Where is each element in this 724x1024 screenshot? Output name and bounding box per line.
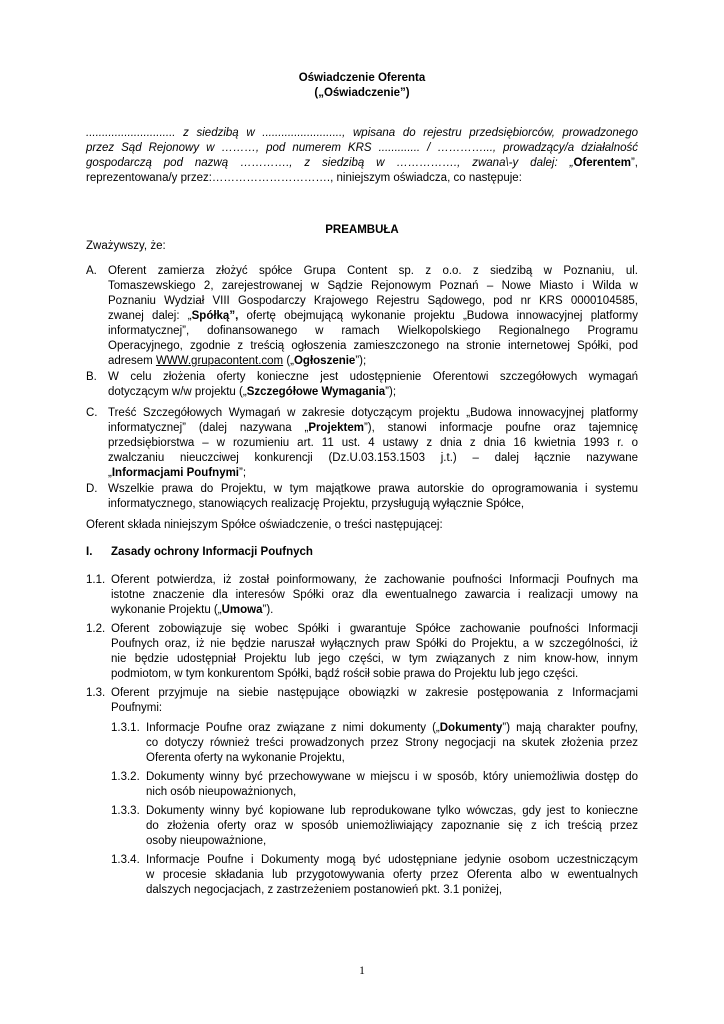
clause-1-1-label: 1.1. xyxy=(86,574,106,586)
item-b-line-2: dotyczącym w/w projektu („Szczegółowe Wymagania”); xyxy=(108,386,397,398)
subclause-1-3-2-line-2: nich osób nieupoważnionych, xyxy=(146,786,297,798)
item-a-line-7: adresem WWW.grupacontent.com („Ogłoszenie”); xyxy=(108,355,367,367)
subclause-1-3-4-line-3: dalszych negocjacjach, z zastrzeżeniem postanowień pkt. 3.1 poniżej, xyxy=(146,884,503,896)
page-number: 1 xyxy=(359,965,365,977)
item-c-line-5: „Informacjami Poufnymi”; xyxy=(108,467,247,479)
clause-1-2-line-3: nie będzie udostępniał Projektu lub jego części, w tym związanych z nim know-how, innym xyxy=(111,653,638,665)
intro-line-3: gospodarczą pod nazwą …………., z siedzibą w ……………., zwana\-y dalej: „Oferentem”, xyxy=(86,157,638,169)
item-b-line-1: W celu złożenia oferty konieczne jest udostępnienie Oferentowi szczegółowych wymagań xyxy=(108,371,638,383)
item-b-label: B. xyxy=(86,371,97,383)
clause-1-1-line-3: wykonanie Projektu („Umowa”). xyxy=(111,604,274,616)
document-subtitle: („Oświadczenie”) xyxy=(314,87,410,99)
subclause-1-3-3-line-2: do złożenia oferty oraz w sposób uniemożliwiający zapoznanie się z ich treścią przez xyxy=(146,820,638,832)
subclause-1-3-3-line-3: osoby nieupoważnione, xyxy=(146,835,267,847)
subclause-1-3-1-line-1: Informacje Poufne oraz związane z nimi dokumenty („Dokumenty”) mają charakter poufny, xyxy=(146,722,638,734)
clause-1-1-line-1: Oferent potwierdza, iż został poinformowany, że zachowanie poufności Informacji Poufnych ma xyxy=(111,574,638,586)
item-a-line-1: Oferent zamierza złożyć spółce Grupa Content sp. z o.o. z siedzibą w Poznaniu, ul. xyxy=(108,265,638,277)
item-d-line-2: informatycznego, stanowiących realizację Projektu, przysługują wyłącznie Spółce, xyxy=(108,498,525,510)
item-c-line-3: przedsiębiorstwa – w rozumieniu art. 11 ust. 4 ustawy z dnia z dnia 16 kwietnia 1993 r. o xyxy=(108,437,638,449)
item-a-line-6: Operacyjnego, zgodnie z treścią ogłoszenia zamieszczonego na stronie internetowej Spółki, pod xyxy=(108,340,638,352)
item-a-line-3: Poznaniu Wydział VIII Gospodarczy Krajowego Rejestru Sądowego, pod nr KRS 0000104585, xyxy=(108,295,638,307)
grupacontent-link[interactable]: WWW.grupacontent.com xyxy=(155,355,284,367)
item-a-line-2: Tomaszewskiego 2, zarejestrowanej w Sądzie Rejonowym Poznań – Nowe Miasto i Wilda w xyxy=(108,280,638,292)
clause-1-2-line-2: Poufnych oraz, iż nie będzie naruszał wyłącznych praw Spółki do Projektu, a w szczególności, iż xyxy=(111,638,638,650)
item-d-label: D. xyxy=(86,483,98,495)
subclause-1-3-1-line-3: Oferenta oferty na wykonanie Projektu, xyxy=(146,752,345,764)
subclause-1-3-4-label: 1.3.4. xyxy=(111,854,140,866)
subclause-1-3-3-label: 1.3.3. xyxy=(111,805,140,817)
declaration-text: Oferent składa niniejszym Spółce oświadczenie, o treści następującej: xyxy=(86,519,443,531)
item-c-line-4: zwalczaniu nieuczciwej konkurencji (Dz.U.03.153.1503 j.t.) – dalej łącznie nazywane xyxy=(108,452,638,464)
item-c-label: C. xyxy=(86,407,98,419)
clause-1-3-label: 1.3. xyxy=(86,687,106,699)
item-a-line-4: zwanej dalej: „Spółką”, ofertę obejmującą wykonanie projektu „Budowa innowacyjnej platformy xyxy=(108,310,638,322)
preamble-heading: PREAMBUŁA xyxy=(325,224,399,236)
section-title: Zasady ochrony Informacji Poufnych xyxy=(111,546,313,558)
intro-line-2: przez Sąd Rejonowy w ………, pod numerem KRS ............. / …………..., prowadzący/a działalność xyxy=(86,142,638,154)
subclause-1-3-4-line-2: w procesie składania lub przygotowywania oferty przez Oferenta albo w ewentualnych xyxy=(146,869,638,881)
clause-1-1-line-2: istotne znaczenie dla interesów Spółki oraz dla ewentualnego zawarcia i realizacji umowy na xyxy=(111,589,638,601)
subclause-1-3-4-line-1: Informacje Poufne i Dokumenty mogą być udostępniane jedynie osobom uczestniczącym xyxy=(146,854,638,866)
item-a-line-5: informatycznej”, dofinansowanego w ramach Wielkopolskiego Regionalnego Programu xyxy=(108,325,638,337)
document-title: Oświadczenie Oferenta xyxy=(298,72,426,84)
subclause-1-3-2-line-1: Dokumenty winny być przechowywane w miejscu i w sposób, który uniemożliwia dostęp do xyxy=(146,771,638,783)
subclause-1-3-1-label: 1.3.1. xyxy=(111,722,140,734)
clause-1-2-label: 1.2. xyxy=(86,623,106,635)
intro-line-4: reprezentowana/y przez:…………………………., niniejszym oświadcza, co następuje: xyxy=(86,172,522,184)
clause-1-3-line-2: Poufnymi: xyxy=(111,702,163,714)
item-c-line-1: Treść Szczegółowych Wymagań w zakresie dotyczącym projektu „Budowa innowacyjnej platformy xyxy=(108,407,638,419)
item-a-label: A. xyxy=(86,265,97,277)
section-number: I. xyxy=(86,546,93,558)
intro-line-1: ............................ z siedzibą w ........................., wpisana do rejestru przedsiębiorców, prowadzonego xyxy=(86,127,638,139)
subclause-1-3-2-label: 1.3.2. xyxy=(111,771,140,783)
subclause-1-3-1-line-2: co dotyczy również treści prowadzonych przez Strony negocjacji na skutek złożenia przez xyxy=(146,737,638,749)
clause-1-2-line-4: podmiotom, w tym konkurentom Spółki, bądź rościł sobie prawa do Projektu lub jego części. xyxy=(111,668,579,680)
whereas-text: Zważywszy, że: xyxy=(86,240,166,252)
clause-1-3-line-1: Oferent przyjmuje na siebie następujące obowiązki w zakresie postępowania z Informacjami xyxy=(111,687,638,699)
item-c-line-2: informatycznej” (dalej nazywana „Projektem”), stanowi informacje poufne oraz tajemnicę xyxy=(108,422,638,434)
subclause-1-3-3-line-1: Dokumenty winny być kopiowane lub reprodukowane tylko wówczas, gdy jest to konieczne xyxy=(146,805,638,817)
clause-1-2-line-1: Oferent zobowiązuje się wobec Spółki i gwarantuje Spółce zachowanie poufności Informacji xyxy=(111,623,638,635)
item-d-line-1: Wszelkie prawa do Projektu, w tym majątkowe prawa autorskie do oprogramowania i systemu xyxy=(108,483,638,495)
